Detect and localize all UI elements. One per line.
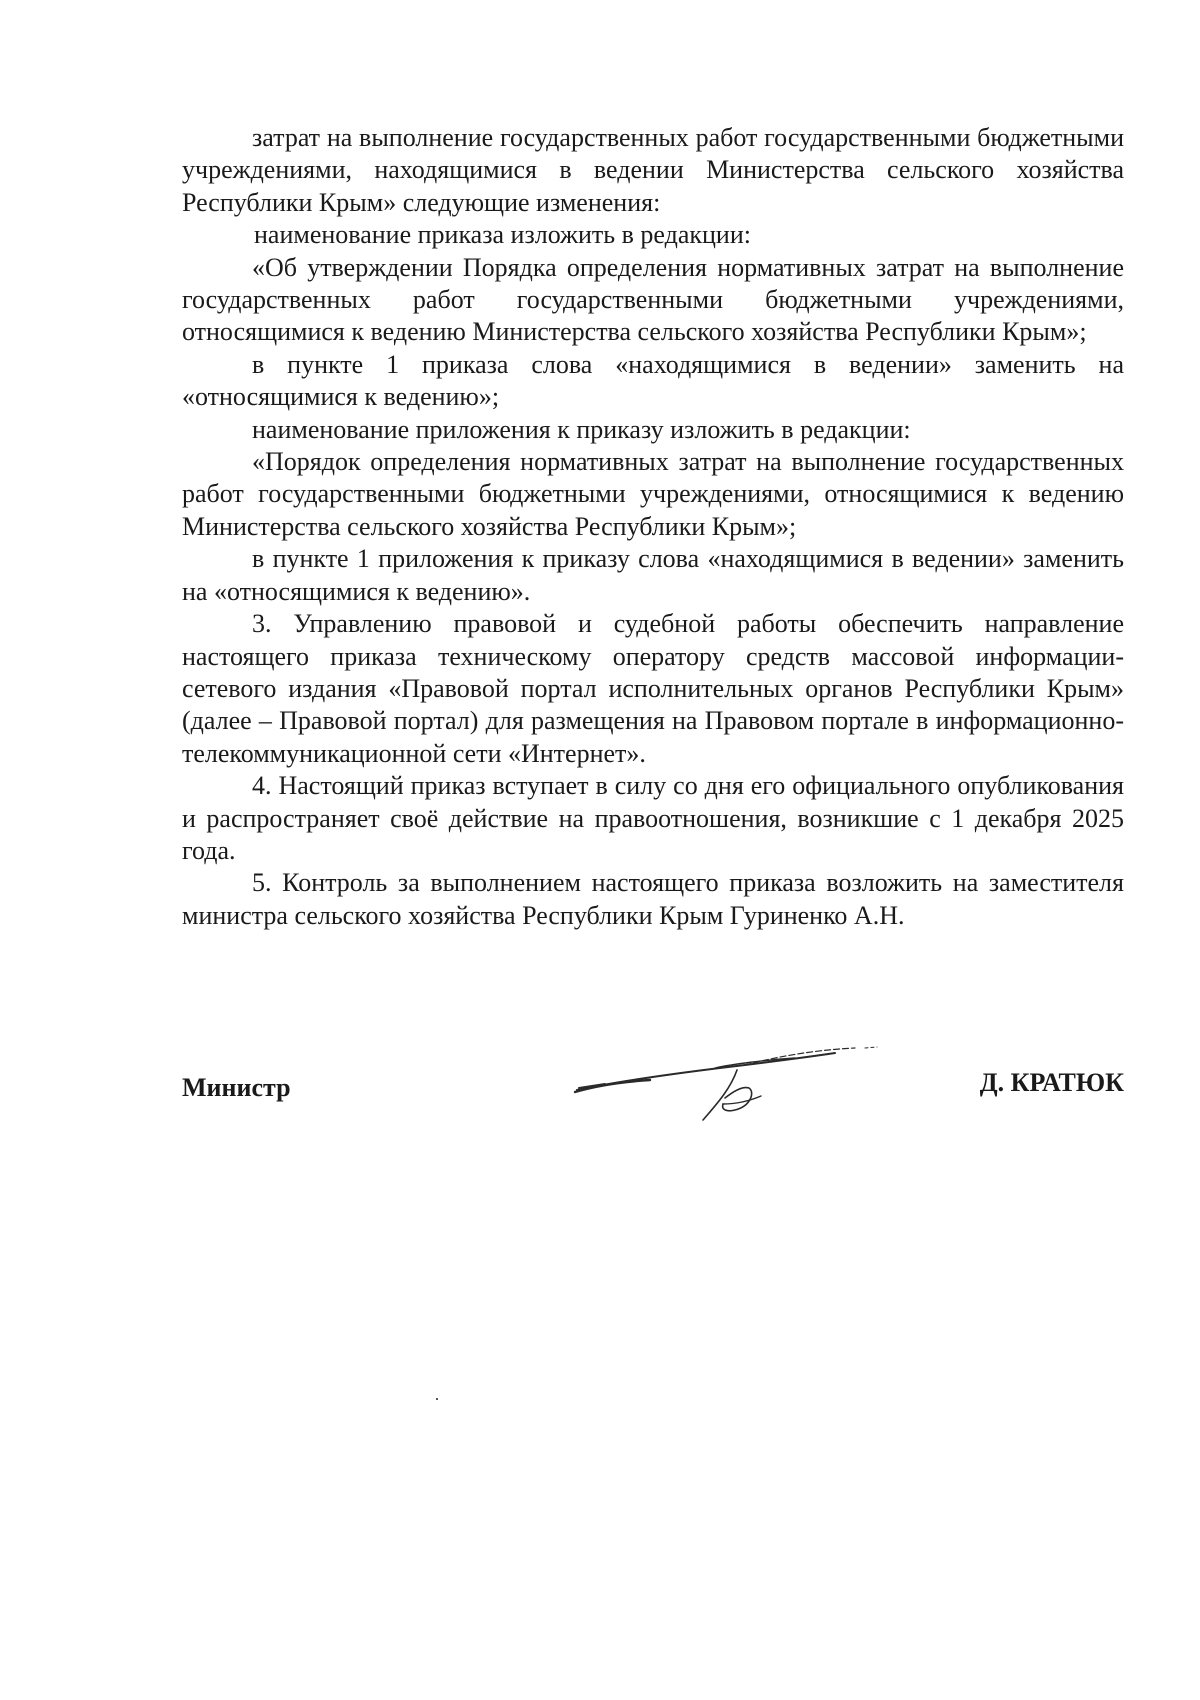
paragraph-new-order-title: «Об утверждении Порядка определения нормативных затрат на выполнение государственных работ государственными бюджетными учреждениями, относящимися к ведению Министерства сельского хозяйства Республики Крым»;	[182, 252, 1124, 347]
paragraph-item-5: 5. Контроль за выполнением настоящего приказа возложить на заместителя министра сельского хозяйства Республики Крым Гуриненко А.Н.	[182, 868, 1124, 930]
paragraph-new-annex-title: «Порядок определения нормативных затрат на выполнение государственных работ государственными бюджетными учреждениями, относящимися к ведению Министерства сельского хозяйства Республики Крым»;	[182, 447, 1124, 541]
document-body	[182, 122, 1124, 932]
paragraph-annex-title-change: наименование приложения к приказу изложить в редакции:	[252, 414, 911, 444]
paragraph-item-3: 3. Управлению правовой и судебной работы обеспечить направление настоящего приказа техническому оператору средств массовой информации-сетевого издания «Правовой портал исполнительных органов Республики Крым» (далее – Правовой портал) для размещения на Правовом портале в информационно-телекоммуникационной сети «Интернет».	[182, 609, 1124, 768]
scan-artifact	[436, 1398, 438, 1400]
paragraph-item-4: 4. Настоящий приказ вступает в силу со дня его официального опубликования и распространяет своё действие на правоотношения, возникшие с 1 декабря 2025 года.	[182, 771, 1124, 865]
paragraph-clause-1-annex: в пункте 1 приложения к приказу слова «находящимися в ведении» заменить на «относящимися к ведению».	[182, 544, 1124, 606]
signatory-position: Министр	[182, 1073, 291, 1102]
paragraph-clause-1-order: в пункте 1 приказа слова «находящимися в ведении» заменить на «относящимися к ведению»;	[182, 349, 1124, 412]
handwritten-signature	[565, 1020, 905, 1130]
paragraph-order-title-change: наименование приказа изложить в редакции:	[254, 220, 751, 250]
paragraph-continuation: затрат на выполнение государственных работ государственными бюджетными учреждениями, находящимися в ведении Министерства сельского хозяйства Республики Крым» следующие изменения:	[182, 123, 1124, 217]
signatory-name: Д. КРАТЮК	[979, 1068, 1124, 1097]
